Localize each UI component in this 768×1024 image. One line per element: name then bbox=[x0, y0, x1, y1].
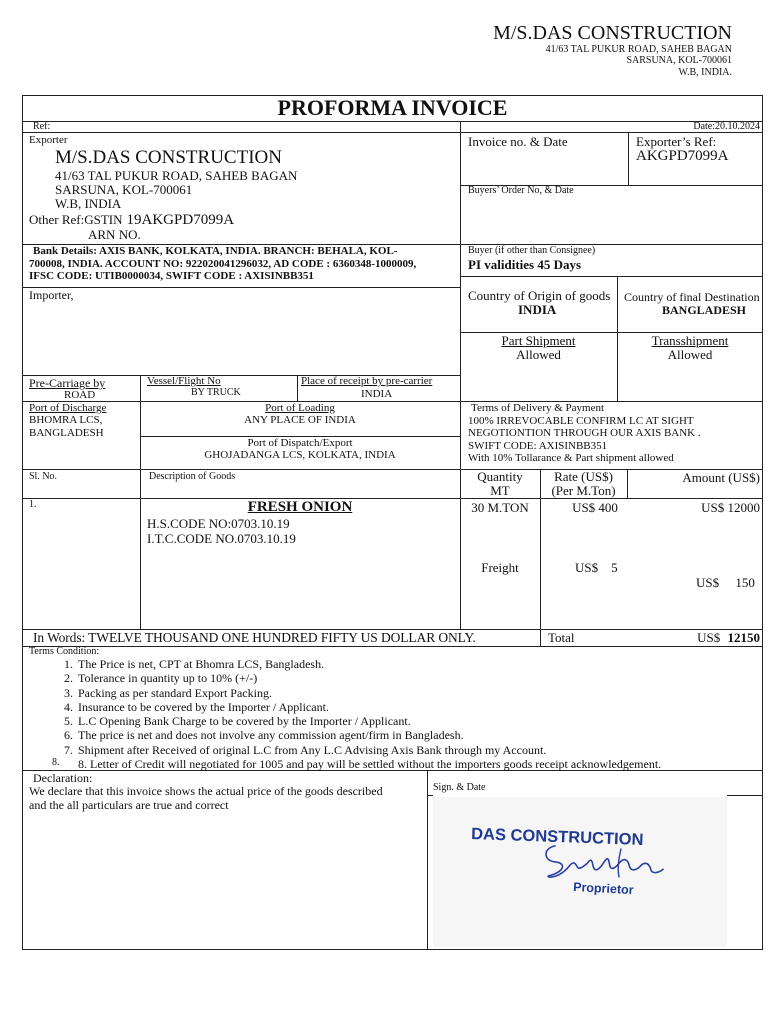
total-amount bbox=[697, 630, 760, 646]
pi-validity: PI validities 45 Days bbox=[468, 257, 582, 272]
qty-header-1: Quantity bbox=[477, 469, 523, 484]
freight-amount: US$ 150 bbox=[696, 575, 755, 590]
bank-details bbox=[29, 245, 459, 283]
stamp-company: DAS CONSTRUCTION bbox=[470, 825, 644, 850]
ref-label: Ref: bbox=[33, 121, 51, 132]
part-shipment-value: Allowed bbox=[516, 347, 561, 362]
signature-stamp bbox=[433, 797, 727, 947]
buyer-label: Buyer (if other than Consignee) bbox=[468, 245, 596, 256]
declaration-label: Declaration: bbox=[33, 771, 93, 785]
letterhead bbox=[493, 22, 732, 80]
terms-delivery-line-1: 100% IRREVOCABLE CONFIRM LC AT SIGHT bbox=[468, 414, 694, 427]
term-item: 7. Shipment after Received of original L.C from Any L.C Advising Axis Bank through my Account. bbox=[76, 743, 759, 757]
loading-label: Port of Loading bbox=[265, 402, 335, 414]
term-item: 1. The Price is net, CPT at Bhomra LCS, Bangladesh. bbox=[76, 657, 759, 671]
exporters-ref-value: AKGPD7099A bbox=[636, 148, 729, 164]
declaration-line-2: and the all particulars are true and correct bbox=[29, 798, 229, 812]
total-label: Total bbox=[548, 630, 575, 645]
discharge-value-2: BANGLADESH bbox=[29, 427, 104, 439]
origin-label: Country of Origin of goods bbox=[468, 288, 611, 303]
stamp-title: Proprietor bbox=[572, 880, 634, 898]
qty-header bbox=[460, 470, 540, 498]
terms-delivery-line-4: With 10% Tollarance & Part shipment allowed bbox=[468, 452, 674, 464]
exporter-label: Exporter bbox=[29, 134, 68, 146]
exporter-address-1: 41/63 TAL PUKUR ROAD, SAHEB BAGAN bbox=[55, 168, 298, 183]
terms-delivery-line-2: NEGOTIONTION THROUGH OUR AXIS BANK . bbox=[468, 427, 701, 439]
qty-value: 30 M.TON bbox=[471, 500, 529, 515]
term-item: 6. The price is net and does not involve any commission agent/firm in Bangladesh. bbox=[76, 728, 759, 742]
buyers-order-label: Buyers’ Order No, & Date bbox=[468, 185, 574, 196]
term-item: 5. L.C Opening Bank Charge to be covered by the Importer / Applicant. bbox=[76, 714, 759, 728]
stamp-graphic bbox=[433, 797, 727, 947]
freight-rate: US$ 5 bbox=[575, 560, 618, 575]
receipt-value: INDIA bbox=[361, 388, 393, 400]
receipt-label: Place of receipt by pre-carrier bbox=[301, 375, 433, 387]
sl-header: Sl. No. bbox=[29, 471, 58, 482]
amount-header: Amount (US$) bbox=[682, 470, 760, 485]
amount-in-words: In Words: TWELVE THOUSAND ONE HUNDRED FIFTY US DOLLAR ONLY. bbox=[33, 630, 476, 645]
desc-header: Description of Goods bbox=[149, 471, 236, 482]
terms-condition-list bbox=[29, 657, 759, 771]
vessel-value: BY TRUCK bbox=[191, 387, 241, 398]
discharge-value-1: BHOMRA LCS, bbox=[29, 414, 103, 426]
other-ref-label: Other Ref:GSTIN bbox=[29, 212, 123, 227]
term-8-marker: 8. bbox=[52, 757, 60, 768]
rate-header-1: Rate (US$) bbox=[554, 469, 613, 484]
discharge-label: Port of Discharge bbox=[29, 402, 107, 414]
rate-header-2: (Per M.Ton) bbox=[551, 483, 616, 498]
total-value: 12150 bbox=[727, 630, 760, 645]
dispatch-label: Port of Dispatch/Export bbox=[247, 437, 353, 449]
exporter-address-3: W.B, INDIA bbox=[55, 196, 122, 211]
rate-value: US$ 400 bbox=[572, 500, 618, 515]
term-item: 3. Packing as per standard Export Packing. bbox=[76, 686, 759, 700]
pre-carriage-label: Pre-Carriage by bbox=[29, 376, 106, 390]
transshipment-label: Transshipment bbox=[651, 333, 729, 348]
terms-condition-label: Terms Condition: bbox=[29, 646, 100, 657]
qty-header-2: MT bbox=[490, 483, 510, 498]
term-item: 8. Letter of Credit will negotiated for 1005 and pay will be settled without the importers goods receipt acknowledgement. bbox=[78, 757, 662, 772]
part-shipment-label: Part Shipment bbox=[501, 333, 576, 348]
term-item: 2. Tolerance in quantity up to 10% (+/-) bbox=[76, 671, 759, 685]
letterhead-address-3: W.B, INDIA. bbox=[678, 67, 732, 78]
dispatch-value: GHOJADANGA LCS, KOLKATA, INDIA bbox=[204, 449, 396, 461]
terms-delivery bbox=[468, 402, 701, 465]
letterhead-address-1: 41/63 TAL PUKUR ROAD, SAHEB BAGAN bbox=[545, 44, 732, 55]
rate-header bbox=[540, 470, 627, 498]
origin-value: INDIA bbox=[518, 302, 557, 317]
importer-label: Importer, bbox=[29, 288, 74, 302]
destination-label: Country of final Destination bbox=[624, 290, 760, 304]
vessel-label: Vessel/Flight No bbox=[147, 375, 221, 387]
itc-code: I.T.C.CODE NO.0703.10.19 bbox=[147, 531, 296, 546]
product-name: FRESH ONION bbox=[247, 499, 353, 515]
invoice-date: Date:20.10.2024 bbox=[693, 121, 760, 132]
bank-line-2: 700008, INDIA. ACCOUNT NO: 922020041296032, AD CODE : 6360348-1000009, bbox=[29, 257, 417, 270]
letterhead-company-name: M/S.DAS CONSTRUCTION bbox=[493, 22, 732, 44]
declaration-line-1: We declare that this invoice shows the actual price of the goods described bbox=[29, 784, 383, 798]
arn-label: ARN NO. bbox=[88, 227, 141, 242]
exporter-address-2: SARSUNA, KOL-700061 bbox=[55, 182, 193, 197]
freight-label: Freight bbox=[481, 560, 519, 575]
terms-delivery-line-3: SWIFT CODE: AXISINBB351 bbox=[468, 439, 608, 452]
bank-line-1: Bank Details: AXIS BANK, KOLKATA, INDIA. BRANCH: BEHALA, KOL- bbox=[33, 245, 398, 257]
invoice-no-label: Invoice no. & Date bbox=[468, 134, 568, 149]
exporter-name: M/S.DAS CONSTRUCTION bbox=[55, 147, 282, 168]
exporters-ref-label: Exporter’s Ref: bbox=[636, 134, 717, 149]
hs-code: H.S.CODE NO:0703.10.19 bbox=[147, 516, 290, 531]
bank-line-3: IFSC CODE: UTIB0000034, SWIFT CODE : AXISINBB351 bbox=[29, 270, 314, 282]
pre-carriage-value: ROAD bbox=[64, 389, 96, 401]
invoice-title: PROFORMA INVOICE bbox=[277, 95, 508, 120]
total-currency: US$ bbox=[697, 630, 721, 645]
amount-value: US$ 12000 bbox=[701, 500, 760, 515]
gstin-value: 19AKGPD7099A bbox=[126, 212, 235, 228]
terms-delivery-label: Terms of Delivery & Payment bbox=[471, 402, 605, 414]
letterhead-address-2: SARSUNA, KOL-700061 bbox=[626, 55, 732, 66]
transshipment-value: Allowed bbox=[667, 347, 713, 362]
loading-value: ANY PLACE OF INDIA bbox=[244, 414, 356, 426]
term-item: 4. Insurance to be covered by the Importer / Applicant. bbox=[76, 700, 759, 714]
row-sl: 1. bbox=[29, 499, 37, 510]
sign-label: Sign. & Date bbox=[433, 782, 486, 793]
destination-value: BANGLADESH bbox=[662, 303, 747, 317]
